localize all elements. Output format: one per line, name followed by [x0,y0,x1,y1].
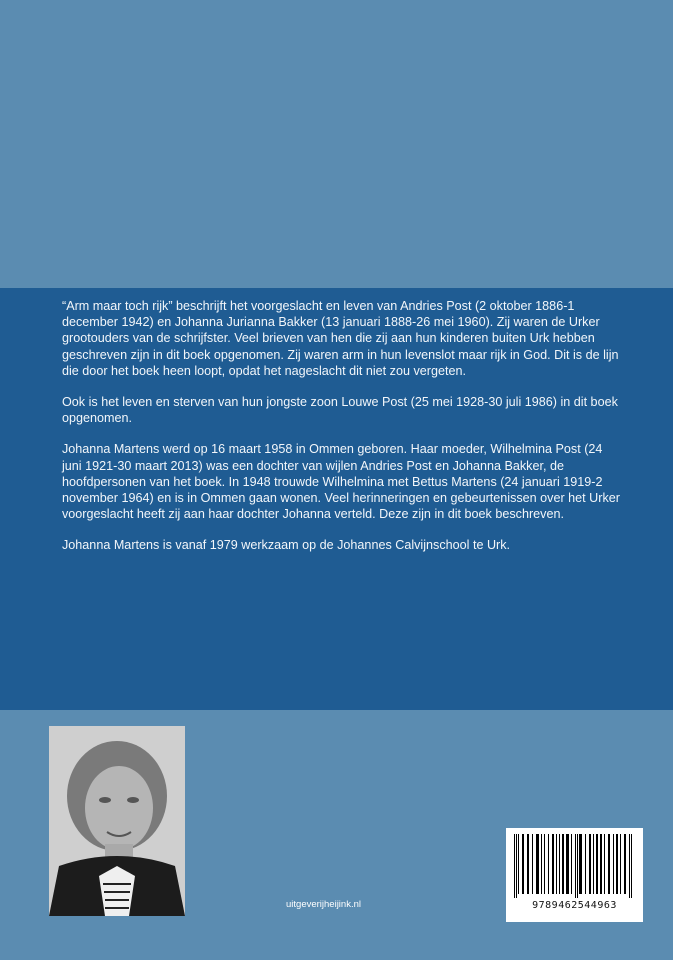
blurb-paragraph-1: “Arm maar toch rijk” beschrijft het voorgeslacht en leven van Andries Post (2 oktober 1886-1 december 1942) en Johanna Jurianna Bakker (13 januari 1888-26 mei 1960). Zij waren de Urker grootouders van de schrijfster. Veel brieven van hen die zij aan hun kinderen buiten Urk hebben geschreven zijn in dit boek opgenomen. Zij waren arm in hun levenslot maar rijk in God. Dit is de lijn die door het boek heen loopt, opdat het nageslacht dit niet zou vergeten. [62,299,619,378]
barcode-bar [585,834,586,894]
barcode-bar [527,834,529,894]
barcode-bar [620,834,621,894]
barcode-bar [631,834,632,898]
barcode-bar [536,834,539,894]
barcode-bar [518,834,519,894]
barcode-bar [516,834,517,898]
barcode-bar [548,834,549,894]
barcode-bar [616,834,618,894]
barcode-bar [613,834,614,894]
blurb-panel [0,288,673,710]
barcode-bar [629,834,630,898]
barcode-bar [532,834,533,894]
barcode-bar [575,834,576,898]
barcode-bars [512,834,637,898]
barcode-bar [589,834,591,894]
barcode-bar [596,834,598,894]
barcode-bar [608,834,610,894]
barcode-bar [577,834,578,898]
barcode-bar [566,834,569,894]
author-work-paragraph: Johanna Martens is vanaf 1979 werkzaam op de Johannes Calvijnschool te Urk. [62,538,511,553]
barcode-bar [571,834,572,894]
barcode-bar [593,834,594,894]
barcode-bar [552,834,554,894]
blurb-text [62,298,622,569]
barcode-bar [514,834,515,898]
author-bio-paragraph: Johanna Martens werd op 16 maart 1958 in Ommen geboren. Haar moeder, Wilhelmina Post (24 juni 1921-30 maart 2013) was een dochter van wijlen Andries Post en Johanna Bakker, de hoofdpersonen van het boek. In 1948 trouwde Wilhelmina met Bettus Martens (24 januari 1919-2 november 1964) en is in Ommen gaan wonen. Veel herinneringen en gebeurtenissen over het Urker voorgeslacht heeft zij aan haar dochter Johanna verteld. Deze zijn in dit boek beschreven. [62,442,620,522]
isbn-number: 9789462544963 [532,900,617,911]
barcode-bar [604,834,605,894]
barcode-bar [544,834,545,894]
isbn-barcode [506,828,643,922]
barcode-bar [600,834,602,894]
barcode-bar [624,834,626,894]
publisher-url: uitgeverijheijink.nl [286,899,361,910]
top-color-band [0,0,673,288]
barcode-bar [556,834,557,894]
barcode-bar [579,834,582,894]
blurb-paragraph-2: Ook is het leven en sterven van hun jongste zoon Louwe Post (25 mei 1928-30 juli 1986) in dit boek opgenomen. [62,395,618,426]
barcode-bar [562,834,564,894]
author-photo [49,726,185,916]
barcode-bar [522,834,524,894]
barcode-bar [559,834,560,894]
barcode-bar [541,834,542,894]
